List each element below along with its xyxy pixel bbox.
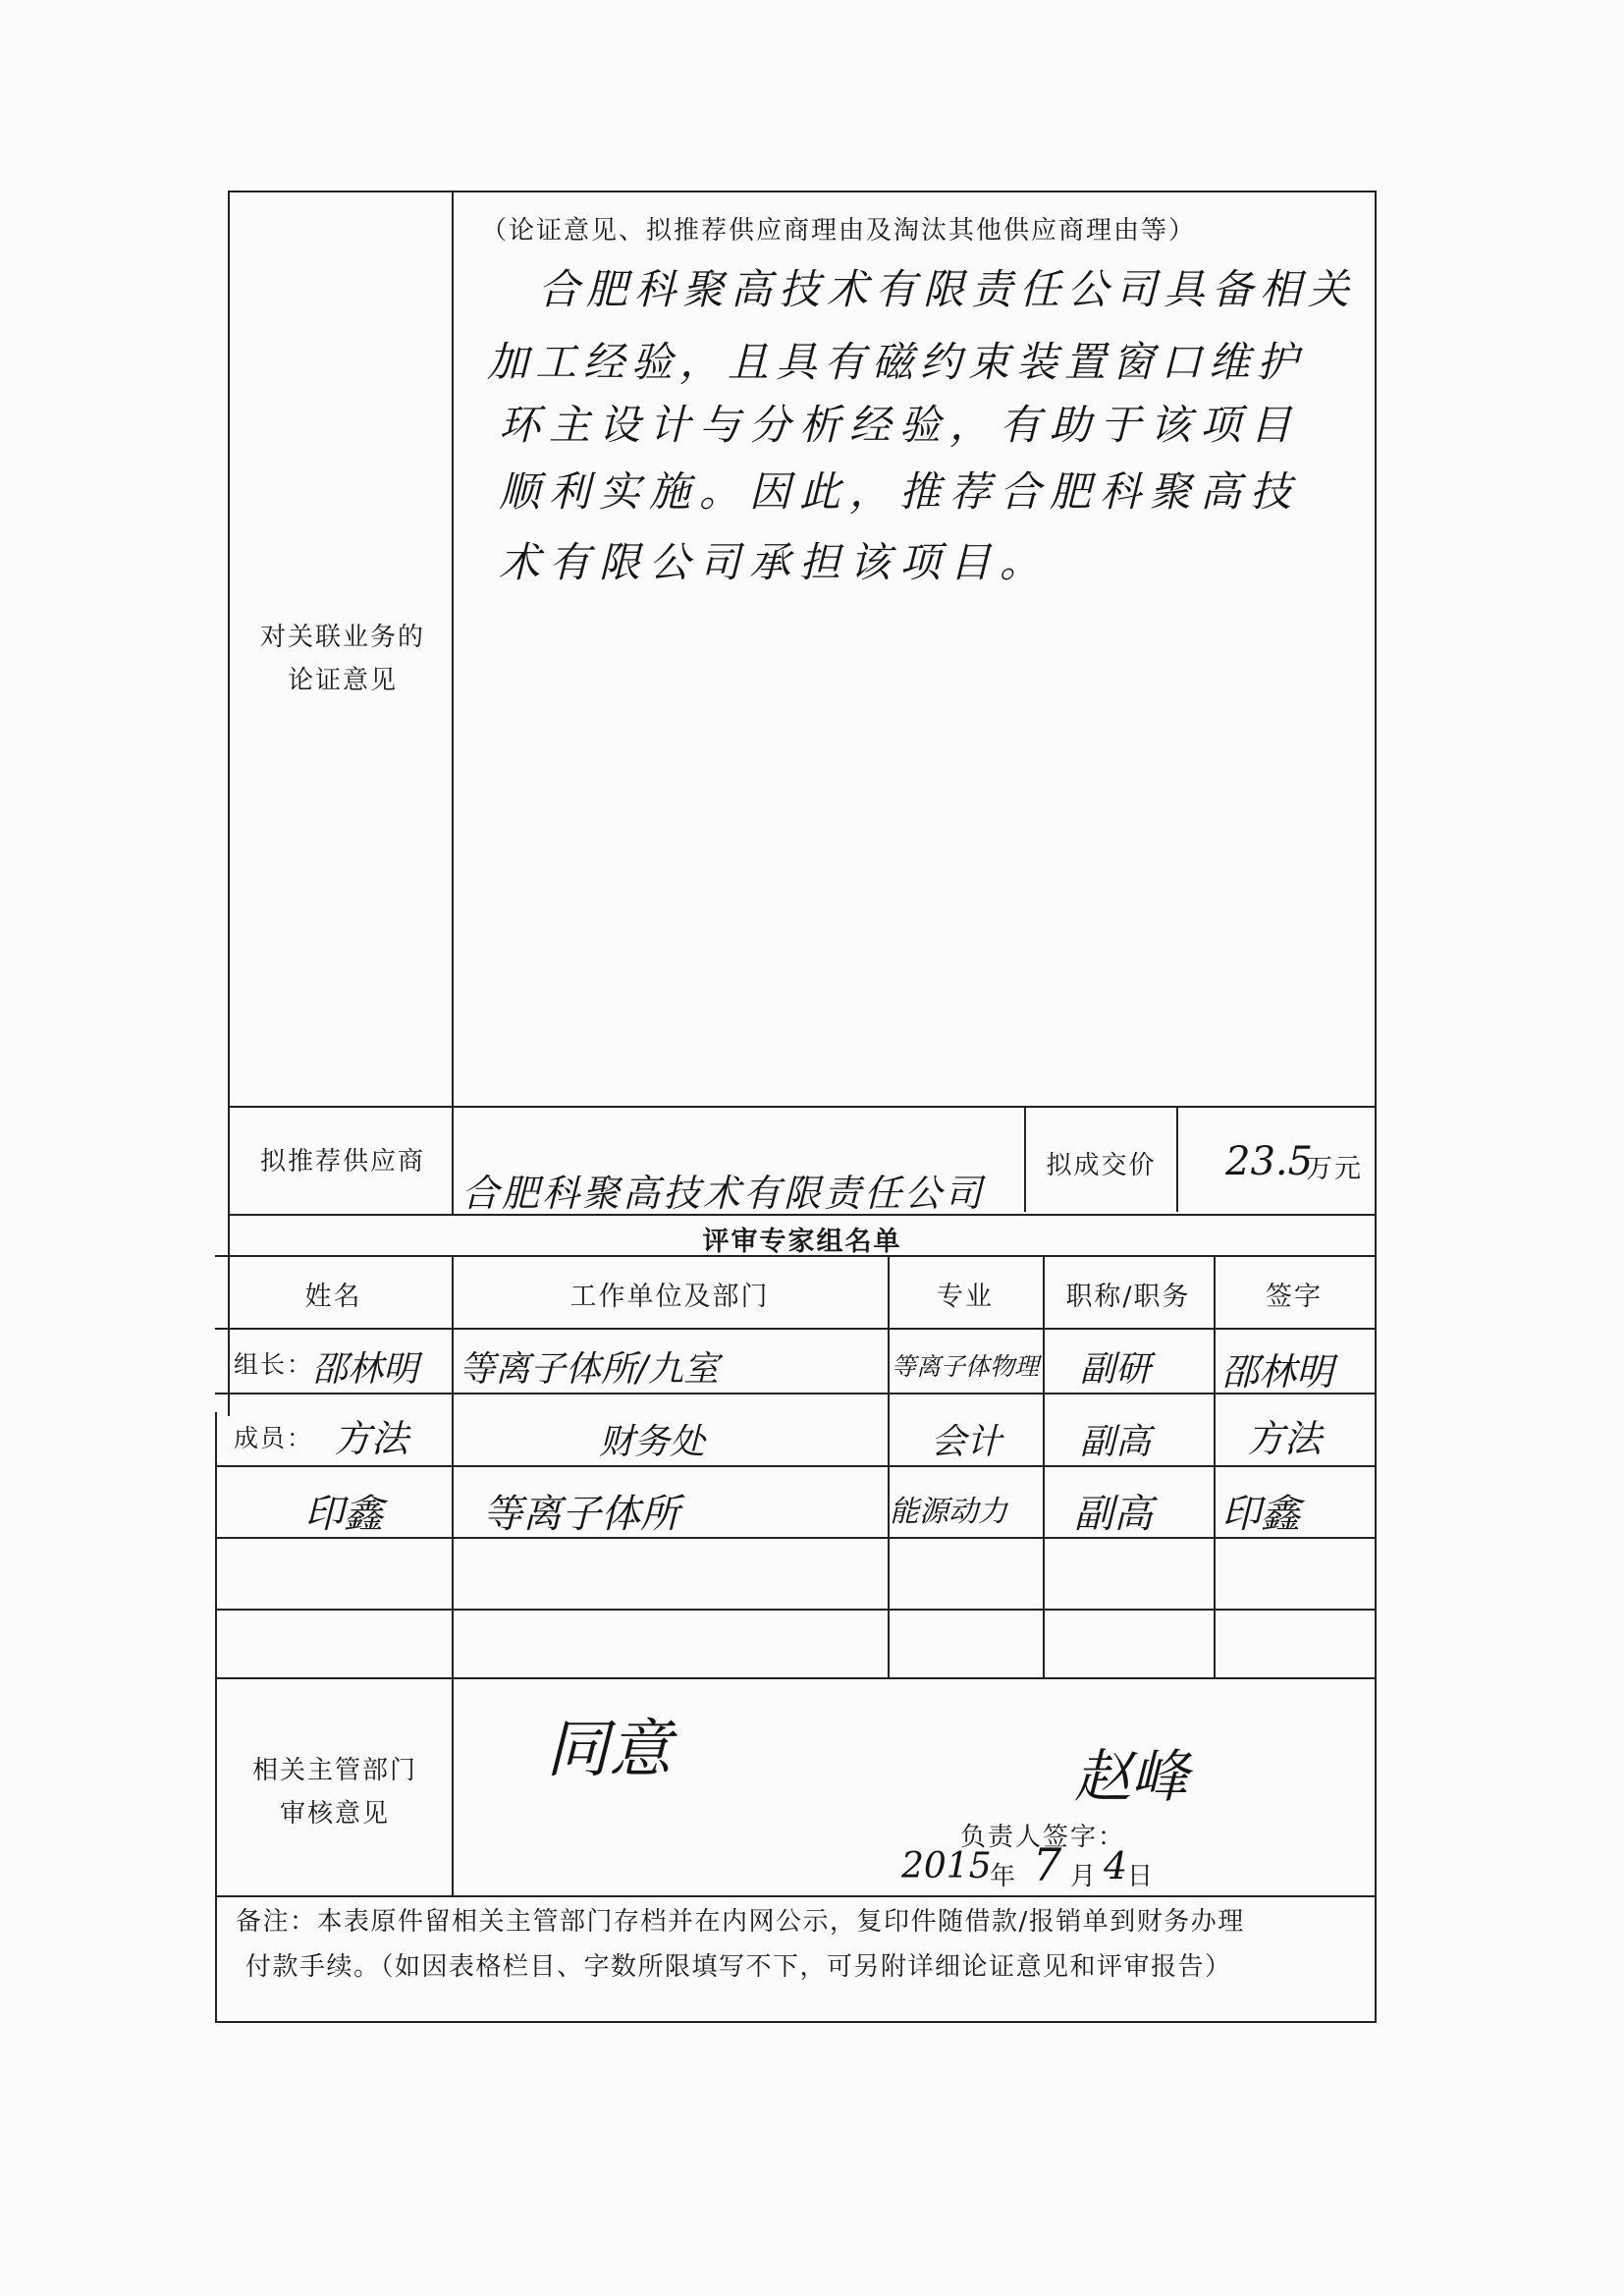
member-prefix: 成员： (234, 1424, 314, 1452)
supplier-handwriting: 合肥科聚高技术有限责任公司 (461, 1172, 986, 1215)
argument-handwriting-line-3: 环主设计与分析经验，有助于该项目 (499, 401, 1301, 449)
price-unit: 万元 (1306, 1154, 1363, 1184)
argument-handwriting-line-4: 顺利实施。因此，推荐合肥科聚高技 (499, 467, 1301, 516)
header-major: 专业 (937, 1282, 994, 1312)
row3-sign: 印鑫 (1221, 1492, 1300, 1537)
approval-bottom (215, 1895, 1377, 1897)
row2-sign: 方法 (1247, 1417, 1323, 1460)
table-border-bottom (215, 2021, 1377, 2023)
supplier-label: 拟推荐供应商 (259, 1147, 425, 1176)
panel-row1-bottom (215, 1393, 1377, 1394)
price-label: 拟成交价 (1046, 1151, 1157, 1180)
row2-unit: 财务处 (599, 1422, 706, 1462)
panel-header-bottom (215, 1328, 1377, 1330)
row2-major: 会计 (931, 1422, 1002, 1462)
date-day-char: 日 (1127, 1862, 1156, 1891)
table-border-top (228, 191, 1377, 192)
panel-col4-divider (1214, 1255, 1216, 1677)
date-day: 4 (1104, 1844, 1128, 1887)
row3-title: 副高 (1074, 1492, 1153, 1537)
panel-col1-divider (452, 1255, 454, 1677)
panel-col3-divider (1043, 1255, 1045, 1677)
date-year-char: 年 (990, 1862, 1018, 1891)
row2-title: 副高 (1080, 1422, 1152, 1462)
label-column-divider (452, 191, 454, 1216)
header-sign: 签字 (1266, 1282, 1323, 1312)
panel-col2-divider (888, 1255, 890, 1677)
row1-major: 等离子体物理 (892, 1352, 1040, 1381)
row3-major: 能源动力 (890, 1495, 1007, 1529)
row1-unit: 等离子体所/九室 (460, 1349, 720, 1390)
row1-title: 副研 (1080, 1349, 1152, 1390)
header-name: 姓名 (304, 1282, 362, 1312)
table-border-left-lower (215, 1412, 217, 2023)
argument-row-label-2: 论证意见 (287, 666, 398, 695)
argument-handwriting-line-5: 术有限公司承担该项目。 (499, 538, 1051, 586)
panel-row4-bottom (215, 1609, 1377, 1611)
approval-label-divider (452, 1677, 454, 1895)
date-month: 7 (1033, 1838, 1062, 1891)
argument-handwriting-line-1: 合肥科聚高技术有限责任公司具备相关 (538, 265, 1357, 313)
date-year: 2015 (901, 1846, 992, 1886)
row1-name: 邵林明 (312, 1349, 419, 1390)
footnote-line-2: 付款手续。（如因表格栏目、字数所限填写不下，可另附详细论证意见和评审报告） (245, 1952, 1232, 1982)
row2-name: 方法 (334, 1417, 409, 1460)
row3-name: 印鑫 (304, 1492, 383, 1537)
panel-row3-bottom (215, 1537, 1377, 1539)
date-month-char: 月 (1070, 1862, 1099, 1891)
price-handwriting: 23.5 (1225, 1139, 1314, 1184)
approval-label-2: 审核意见 (279, 1799, 390, 1829)
approval-signature: 赵峰 (1074, 1743, 1189, 1810)
approval-label-1: 相关主管部门 (251, 1756, 417, 1785)
price-value-divider (1176, 1106, 1178, 1212)
row3-unit: 等离子体所 (483, 1492, 679, 1537)
row1-sign: 邵林明 (1221, 1350, 1334, 1394)
panel-row5-bottom (215, 1677, 1377, 1679)
leader-prefix: 组长： (234, 1350, 314, 1379)
signer-label: 负责人签字： (960, 1823, 1126, 1852)
header-title: 职称/职务 (1065, 1282, 1191, 1312)
header-unit: 工作单位及部门 (569, 1282, 770, 1312)
expert-panel-title: 评审专家组名单 (702, 1227, 902, 1257)
argument-handwriting-line-2: 加工经验，且具有磁约束装置窗口维护 (487, 338, 1306, 386)
argument-row-label-1: 对关联业务的 (259, 623, 425, 652)
supplier-row-top (228, 1106, 1377, 1108)
approval-opinion: 同意 (546, 1714, 672, 1786)
footnote-line-1: 备注：本表原件留相关主管部门存档并在内网公示，复印件随借款/报销单到财务办理 (236, 1907, 1245, 1937)
instruction-text: （论证意见、拟推荐供应商理由及淘汰其他供应商理由等） (481, 216, 1197, 246)
panel-row2-bottom (215, 1465, 1377, 1467)
